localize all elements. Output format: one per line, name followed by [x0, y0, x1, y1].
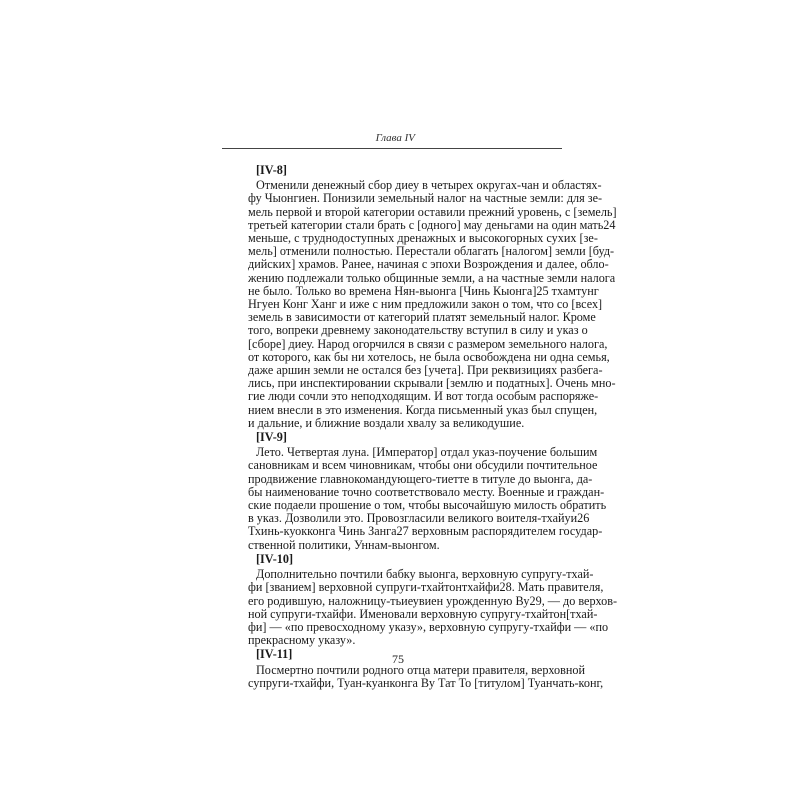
section-heading: [IV-10] — [256, 551, 294, 566]
text-line: фи] — «по превосходному указу», верховную супругу-тхайфи — «по — [248, 619, 609, 634]
text-line: Нгуен Конг Ханг и иже с ним предложили закон о том, что со [всех] — [248, 297, 603, 312]
text-line: прекрасному указу». — [248, 633, 356, 648]
text-line: в указ. Дозволили это. Провозгласили великого воителя-тхайуи26 — [248, 511, 590, 526]
text-line: земель в зависимости от категорий платят земельный налог. Кроме — [248, 310, 596, 325]
page-number: 75 — [392, 652, 404, 666]
text-line: [сборе] диеу. Народ огорчился в связи с размером земельного налога, — [248, 336, 608, 351]
body-text — [248, 163, 618, 690]
text-line: дийских] храмов. Ранее, начиная с эпохи Возрождения и далее, обло- — [248, 257, 609, 272]
text-line: жению подлежали только общинные земли, а на частные земли налога — [248, 270, 616, 285]
section-paragraph — [248, 567, 618, 648]
header-rule — [222, 148, 562, 149]
text-line: Дополнительно почтили бабку выонга, верховную супругу-тхай- — [256, 567, 594, 582]
text-line: Тхинь-куокконга Чинь Занга27 верховным распорядителем государ- — [248, 524, 603, 539]
section-heading: [IV-11] — [256, 647, 293, 662]
text-line: ственной политики, Уннам-выонгом. — [248, 537, 440, 552]
text-line: Отменили денежный сбор диеу в четырех округах-чан и областях- — [256, 178, 602, 193]
section-paragraph — [248, 445, 607, 552]
text-line: того, вопреки древнему законодательству вступил в силу и указ о — [248, 323, 588, 338]
chapter-title: Глава IV — [375, 132, 415, 144]
text-line: ной супруги-тхайфи. Именовали верховную супругу-тхайтон[тхай- — [248, 606, 598, 621]
text-line: лись, при инспектировании скрывали [землю и податных]. Очень мно- — [248, 376, 616, 391]
text-line: и дальние, и ближние воздали хвалу за великодушие. — [248, 415, 525, 430]
text-line: фу Чыонгиен. Понизили земельный налог на частные земли: для зе- — [248, 191, 603, 206]
text-line: бы наименование точно соответствовало месту. Военные и граждан- — [248, 484, 605, 499]
text-line: продвижение главнокомандующего-тиетте в титуле до выонга, да- — [248, 471, 593, 486]
text-line: ские подаели прошение о том, чтобы высочайшую милость обратить — [248, 498, 607, 513]
text-line: меньше, с труднодоступных дренажных и высокогорных сухих [зе- — [248, 231, 598, 246]
text-line: гие люди сочли это неподходящим. И вот тогда особым распоряже- — [248, 389, 599, 404]
text-line: нием внесли в это изменения. Когда письменный указ был спущен, — [248, 402, 598, 417]
text-line: Посмертно почтили родного отца матери правителя, верховной — [256, 662, 586, 677]
text-line: сановникам и всем чиновникам, чтобы они обсудили почтительное — [248, 458, 598, 473]
text-line: его родившую, наложницу-тьиеувиен урожденную Ву29, — до верхов- — [248, 593, 618, 608]
section-paragraph — [248, 662, 604, 690]
text-line: мель] отменили полностью. Перестали облагать [налогом] земли [буд- — [248, 244, 615, 259]
text-line: фи [званием] верховной супруги-тхайтонтхайфи28. Мать правителя, — [248, 580, 604, 595]
text-line: Лето. Четвертая луна. [Император] отдал указ-поучение большим — [256, 445, 598, 460]
section-heading: [IV-8] — [256, 163, 287, 177]
text-line: супруги-тхайфи, Туан-куанконга Ву Тат То [титулом] Туанчать-конг, — [248, 675, 604, 690]
text-line: третьей категории стали брать с [одного] мау деньгами на один мать24 — [248, 217, 616, 232]
section-paragraph — [248, 178, 617, 430]
section-heading: [IV-9] — [256, 430, 287, 445]
text-line: даже аршин земли не остался без [учета]. При реквизициях разбега- — [248, 363, 603, 378]
text-line: мель первой и второй категории оставили прежний уровень, с [земель] — [248, 204, 617, 219]
text-line: от которого, как бы ни хотелось, не была освобождена ни одна семья, — [248, 349, 610, 364]
text-line: не было. Только во времена Нян-выонга [Чинь Кыонга]25 тхамтунг — [248, 283, 599, 298]
